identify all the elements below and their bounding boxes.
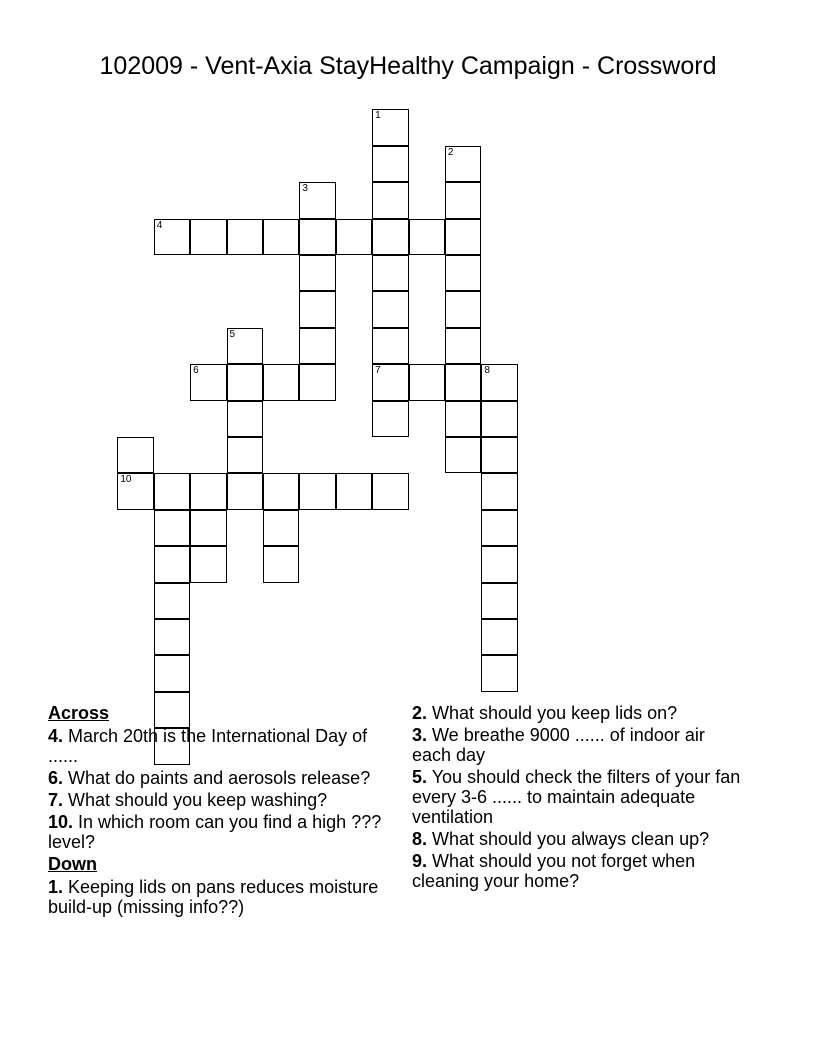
clue-across-6: 6. What do paints and aerosols release? [48, 768, 371, 788]
grid-cell[interactable] [445, 219, 481, 255]
grid-cell[interactable] [372, 182, 408, 218]
grid-cell[interactable] [227, 401, 263, 437]
grid-cell[interactable] [445, 364, 481, 400]
cell-number: 8 [484, 365, 490, 377]
grid-cell[interactable] [409, 364, 445, 400]
grid-cell[interactable] [117, 473, 153, 509]
clue-down-8: 8. What should you always clean up? [412, 829, 710, 849]
grid-cell[interactable] [336, 219, 372, 255]
clue-across-7: 7. What should you keep washing? [48, 790, 328, 810]
grid-cell[interactable] [372, 146, 408, 182]
cell-number: 5 [229, 328, 236, 340]
clues-left-column [48, 703, 398, 919]
grid-cell[interactable] [227, 473, 263, 509]
grid-cell[interactable] [299, 473, 335, 509]
grid-cell[interactable] [154, 546, 190, 582]
down-heading: Down [48, 854, 97, 874]
grid-cell[interactable] [445, 291, 481, 327]
grid-cell[interactable] [263, 546, 299, 582]
grid-cell[interactable] [154, 583, 190, 619]
grid-cell[interactable] [372, 473, 408, 509]
grid-cell[interactable] [481, 510, 517, 546]
grid-cell[interactable] [481, 583, 517, 619]
grid-cell[interactable] [190, 364, 226, 400]
grid-cell[interactable] [299, 219, 335, 255]
grid-cell[interactable] [445, 255, 481, 291]
grid-cell[interactable] [372, 364, 408, 400]
grid-cell[interactable] [154, 655, 190, 691]
grid-cell[interactable] [299, 364, 335, 400]
grid-cell[interactable] [299, 328, 335, 364]
clue-down-9: 9. What should you not forget when cleaning your home? [412, 851, 696, 891]
grid-cell[interactable] [409, 219, 445, 255]
clue-across-4: 4. March 20th is the International Day of ...... [48, 726, 368, 766]
grid-cell[interactable] [481, 619, 517, 655]
grid-cell[interactable] [336, 473, 372, 509]
grid-cell[interactable] [154, 510, 190, 546]
grid-cell[interactable] [299, 291, 335, 327]
clue-down-1: 1. Keeping lids on pans reduces moisture build-up (missing info??) [48, 877, 379, 917]
grid-cell[interactable] [190, 473, 226, 509]
cell-number: 2 [447, 146, 454, 158]
grid-cell[interactable] [481, 546, 517, 582]
cell-number: 7 [375, 365, 381, 377]
grid-cell[interactable] [263, 510, 299, 546]
grid-cell[interactable] [263, 219, 299, 255]
clue-down-3: 3. We breathe 9000 ...... of indoor air each day [412, 725, 705, 765]
grid-cell[interactable] [299, 182, 335, 218]
clues-right-column [412, 703, 747, 893]
clue-across-10: 10. In which room can you find a high ??? level? [48, 812, 382, 852]
grid-cell[interactable] [445, 437, 481, 473]
grid-cell[interactable] [372, 291, 408, 327]
grid-cell[interactable] [154, 619, 190, 655]
grid-cell[interactable] [190, 510, 226, 546]
grid-cell[interactable] [227, 219, 263, 255]
grid-cell[interactable] [227, 328, 263, 364]
cell-number: 4 [156, 219, 163, 231]
cell-number: 1 [375, 110, 381, 122]
grid-cell[interactable] [372, 328, 408, 364]
grid-cell[interactable] [299, 255, 335, 291]
grid-cell[interactable] [154, 473, 190, 509]
cell-number: 3 [302, 183, 308, 195]
grid-cell[interactable] [372, 109, 408, 145]
clue-down-5: 5. You should check the filters of your fan every 3-6 ...... to maintain adequate ventilation [412, 767, 741, 827]
across-heading: Across [48, 703, 110, 723]
grid-cell[interactable] [263, 473, 299, 509]
grid-cell[interactable] [117, 437, 153, 473]
grid-cell[interactable] [445, 401, 481, 437]
cell-number: 10 [120, 474, 132, 486]
grid-cell[interactable] [481, 655, 517, 691]
grid-cell[interactable] [154, 219, 190, 255]
clue-down-2: 2. What should you keep lids on? [412, 703, 678, 723]
grid-cell[interactable] [481, 437, 517, 473]
grid-cell[interactable] [481, 473, 517, 509]
grid-cell[interactable] [372, 255, 408, 291]
grid-cell[interactable] [263, 364, 299, 400]
page-title: 102009 - Vent-Axia StayHealthy Campaign - Crossword [99, 52, 717, 80]
grid-cell[interactable] [481, 401, 517, 437]
grid-cell[interactable] [481, 364, 517, 400]
grid-cell[interactable] [372, 219, 408, 255]
grid-cell[interactable] [227, 364, 263, 400]
grid-cell[interactable] [227, 437, 263, 473]
cell-number: 6 [193, 365, 199, 377]
grid-cell[interactable] [445, 328, 481, 364]
grid-cell[interactable] [190, 546, 226, 582]
grid-cell[interactable] [372, 401, 408, 437]
grid-cell[interactable] [190, 219, 226, 255]
grid-cell[interactable] [445, 182, 481, 218]
grid-cell[interactable] [445, 146, 481, 182]
